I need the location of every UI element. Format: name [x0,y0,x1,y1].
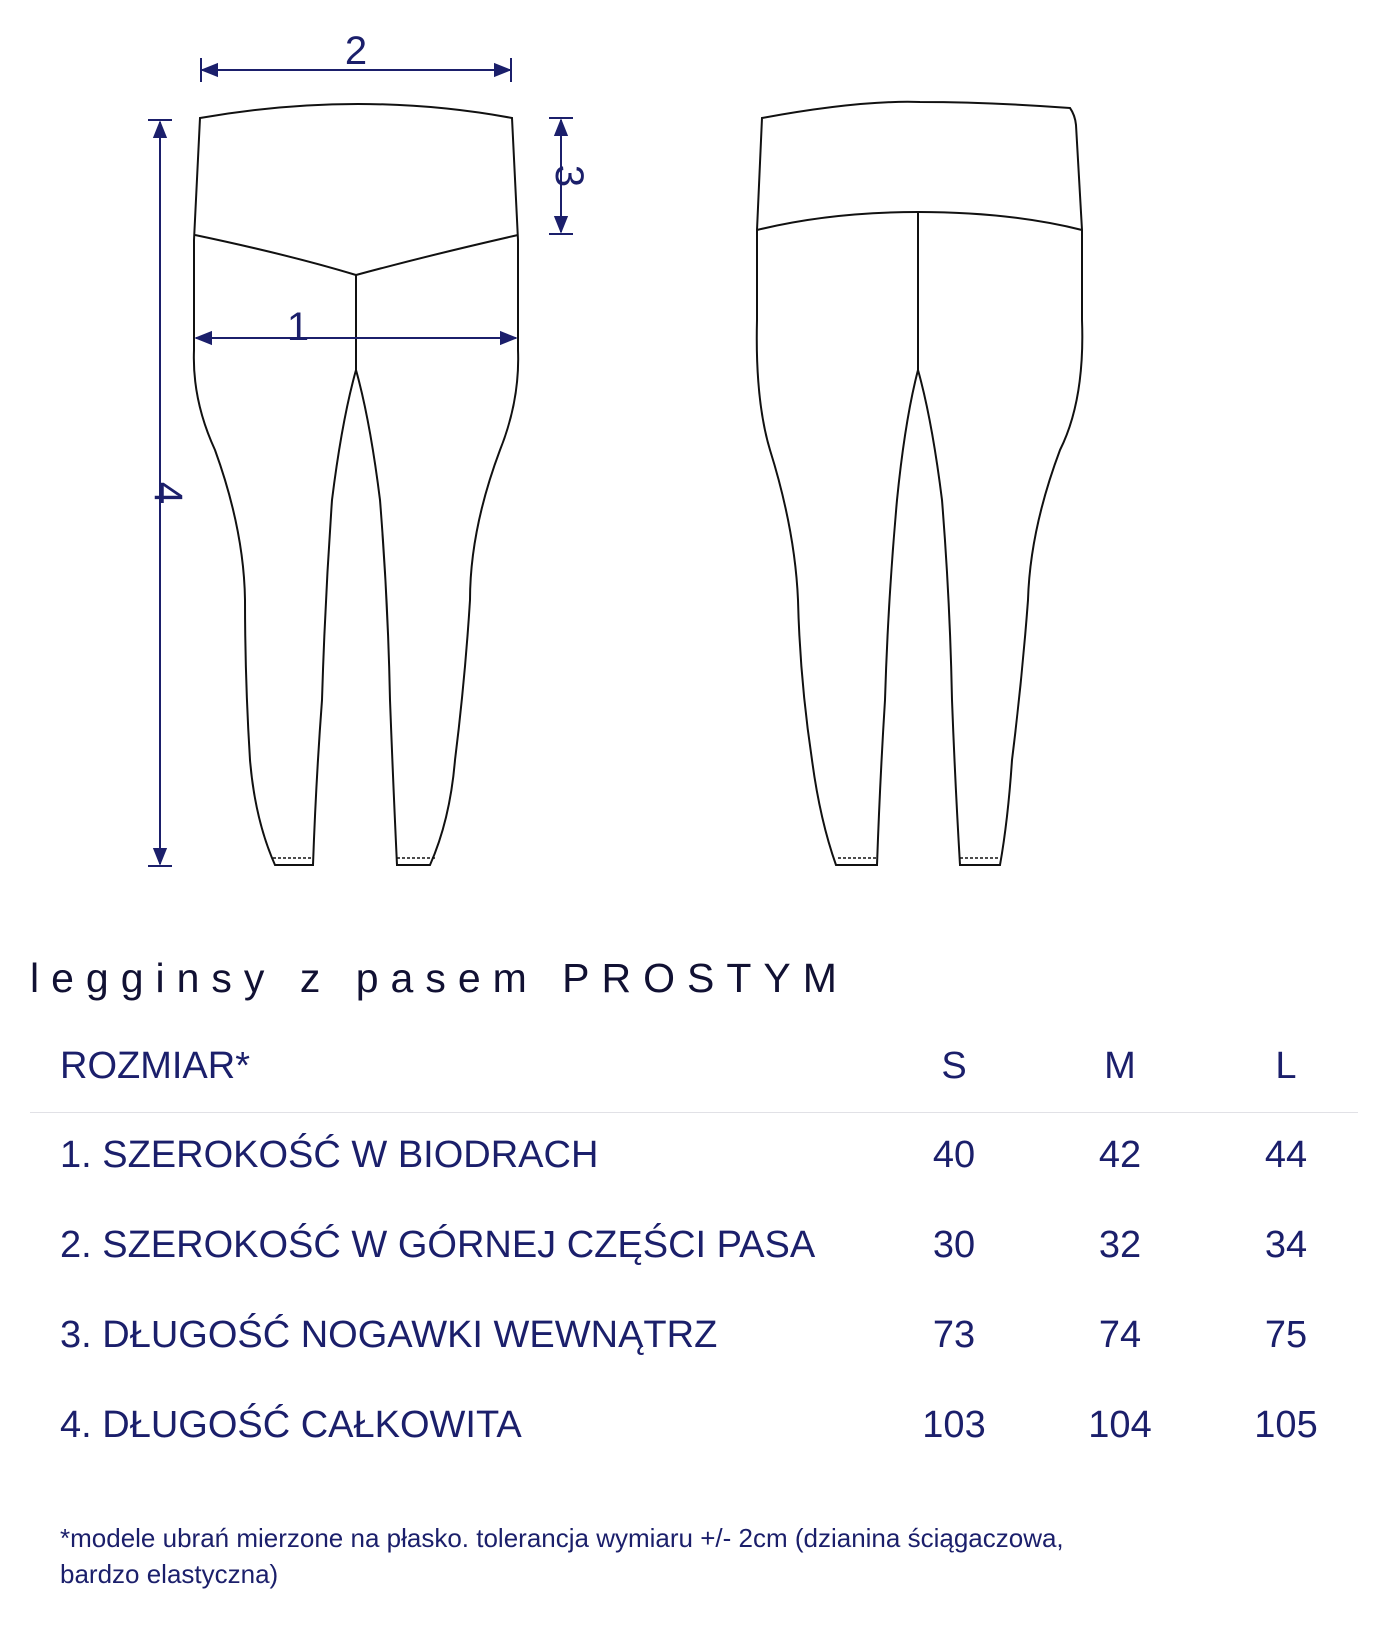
back-view [757,102,1083,865]
dimension-labels [146,29,591,504]
row-label: 3. DŁUGOŚĆ NOGAWKI WEWNĄTRZ [60,1314,718,1356]
size-table-header [0,1045,1387,1095]
table-row [0,1404,1387,1454]
row-label: 2. SZEROKOŚĆ W GÓRNEJ CZĘŚCI PASA [60,1224,816,1266]
dim3-label: 3 [547,164,591,188]
size-s-heading: S [941,1045,967,1087]
dimension-lines [148,58,573,866]
front-outline [194,104,518,865]
table-row [0,1314,1387,1364]
value-m: 104 [1088,1404,1152,1446]
value-s: 40 [932,1134,976,1176]
dim4-label: 4 [146,481,190,505]
dim2-label: 2 [344,29,368,73]
value-m: 42 [1098,1134,1142,1176]
value-s: 30 [932,1224,976,1266]
value-s: 103 [922,1404,986,1446]
value-m: 74 [1098,1314,1142,1356]
table-row [0,1224,1387,1274]
value-l: 44 [1264,1134,1308,1176]
value-l: 105 [1254,1404,1318,1446]
table-row [0,1134,1387,1184]
value-l: 75 [1264,1314,1308,1356]
row-label: 1. SZEROKOŚĆ W BIODRACH [60,1134,599,1176]
dim1-label: 1 [286,305,310,349]
back-waistband-seam [757,212,1082,230]
front-view [194,104,518,865]
measurement-footnote: *modele ubrań mierzone na płasko. tolerancja wymiaru +/- 2cm (dzianina ściągaczowa, bardzo elastyczna) [60,1523,1064,1589]
front-waistband-seam [195,235,518,275]
size-m-heading: M [1104,1045,1136,1087]
value-l: 34 [1264,1224,1308,1266]
row-label: 4. DŁUGOŚĆ CAŁKOWITA [60,1404,522,1446]
back-outline [757,102,1083,865]
size-l-heading: L [1275,1045,1297,1087]
product-title: legginsy z pasem PROSTYM [30,955,849,1001]
table-divider [30,1112,1358,1113]
value-m: 32 [1098,1224,1142,1266]
value-s: 73 [932,1314,976,1356]
size-header-label: ROZMIAR* [60,1045,250,1087]
